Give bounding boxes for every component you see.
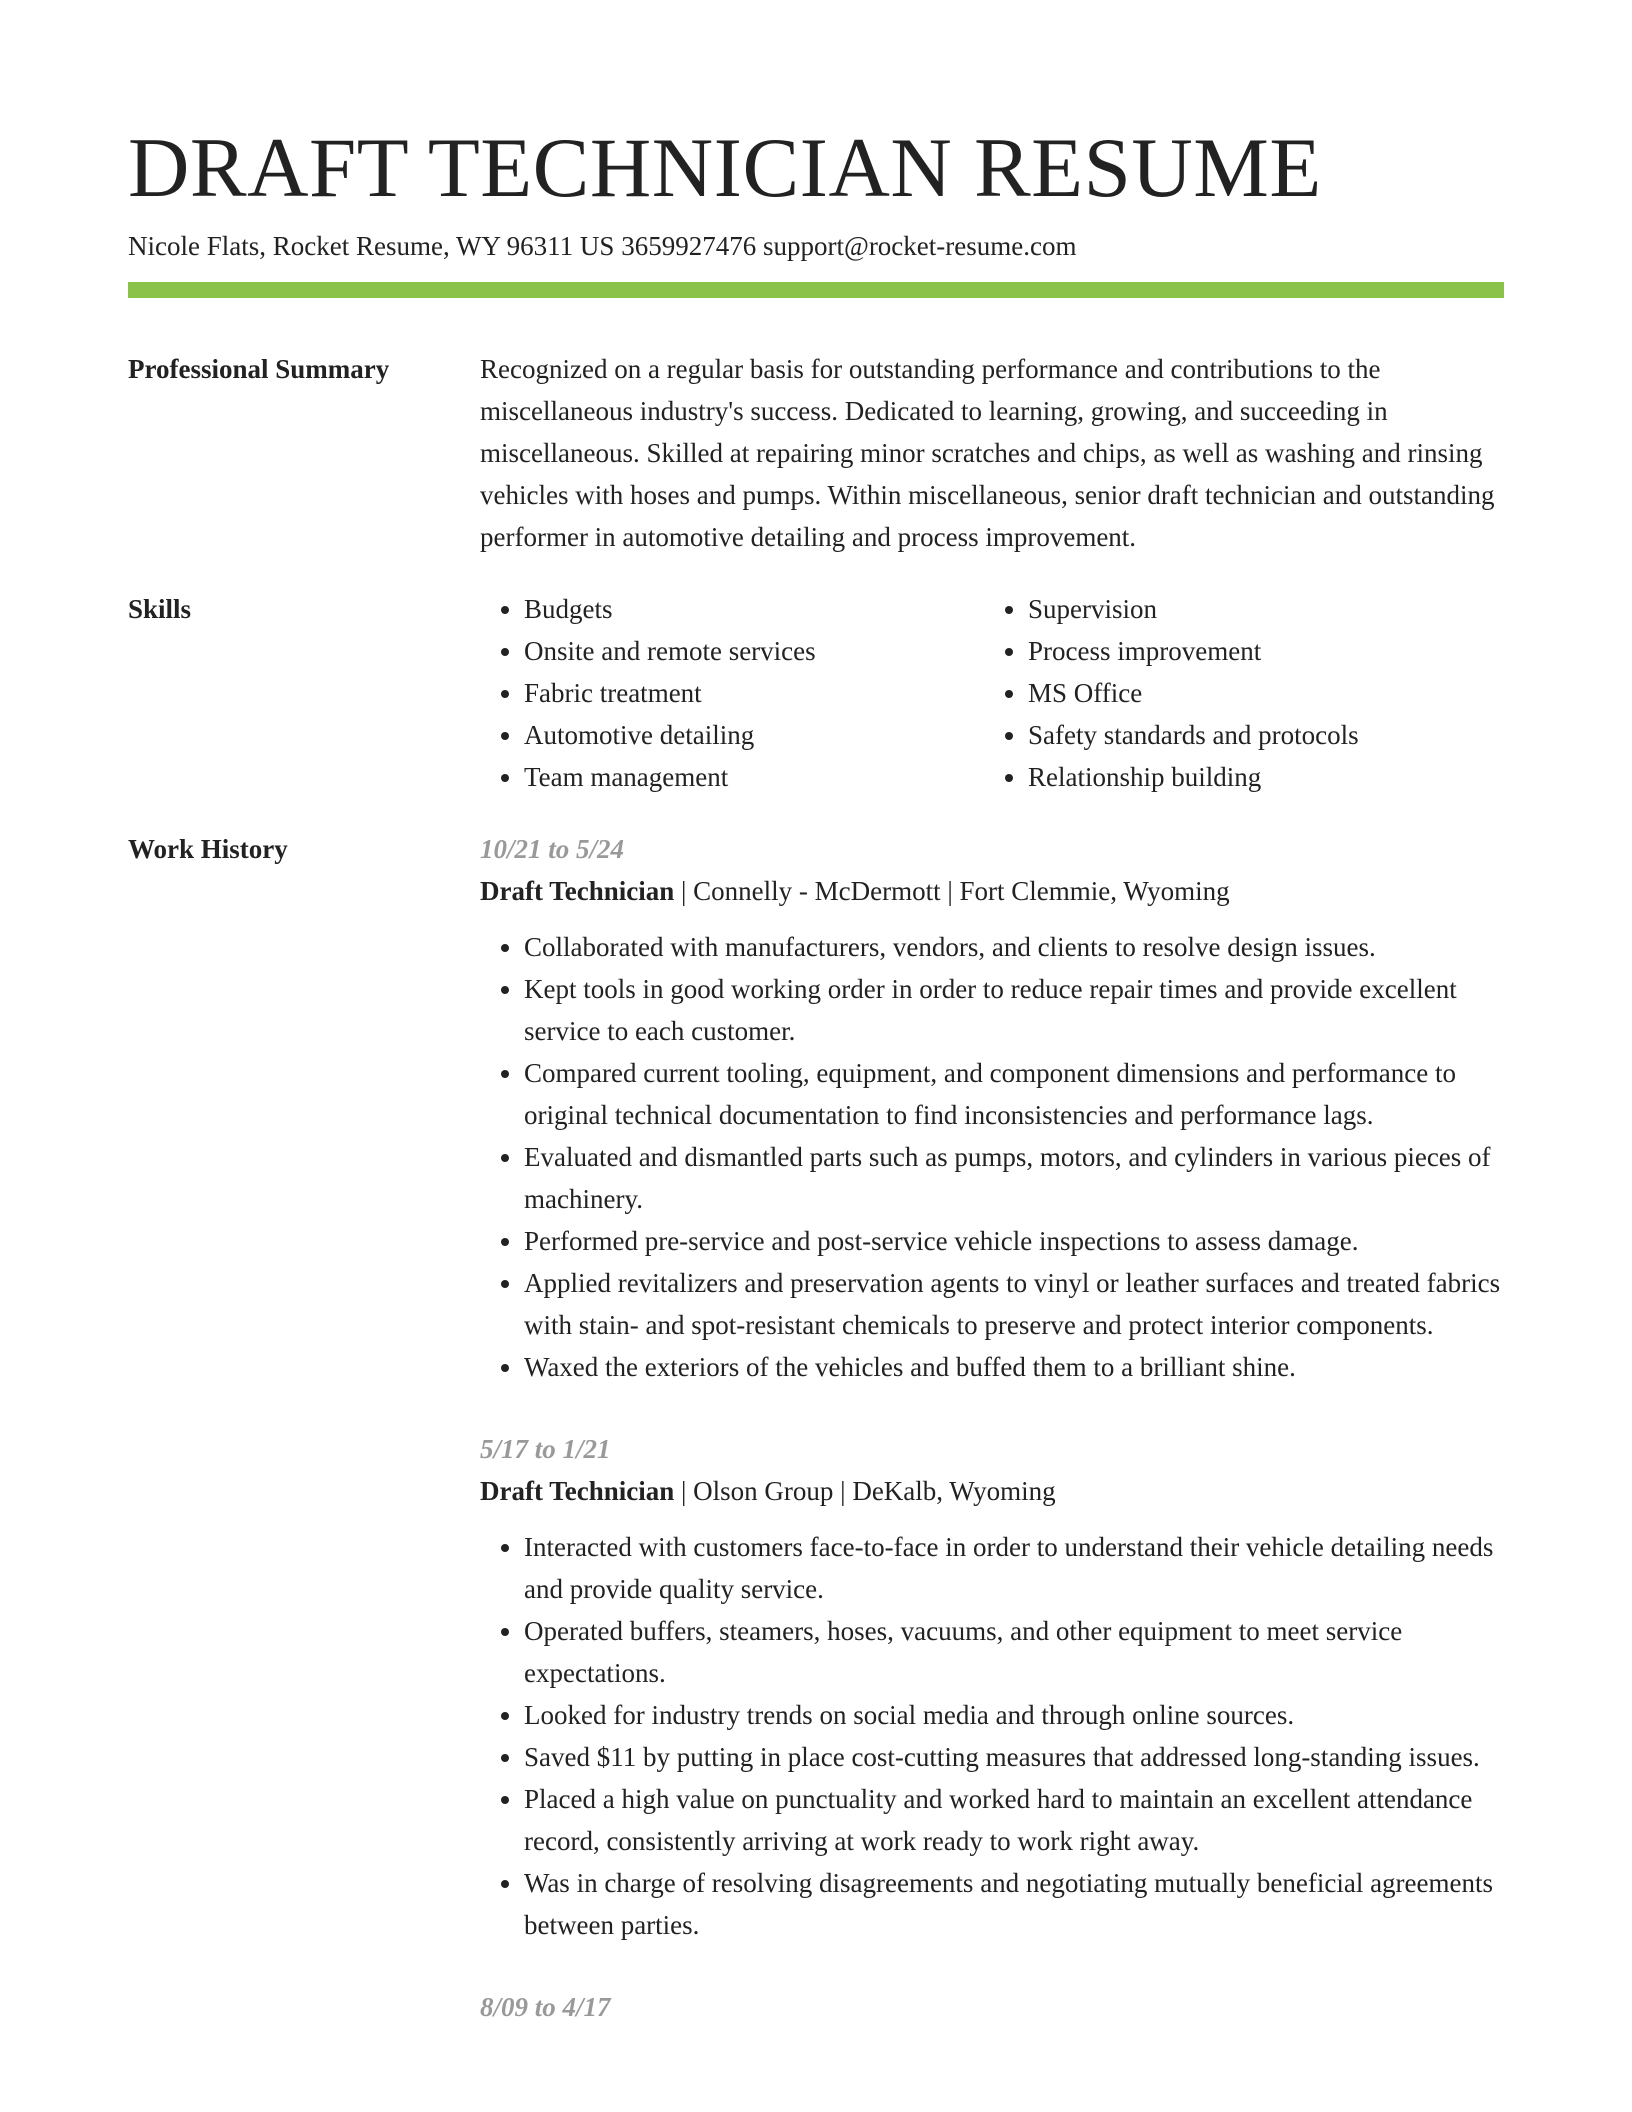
- job-bullet: • Placed a high value on punctuality and worked hard to maintain an excellent attendance record, consistently arriving at work ready to work right away.: [524, 1778, 1504, 1862]
- job-entry: [480, 828, 1504, 1388]
- job-heading: [480, 870, 1504, 912]
- job-bullet: • Interacted with customers face-to-face in order to understand their vehicle detailing needs and provide quality service.: [524, 1526, 1504, 1610]
- skills-body: [480, 588, 1504, 798]
- job-heading: [480, 1470, 1504, 1512]
- job-bullet: • Applied revitalizers and preservation agents to vinyl or leather surfaces and treated fabrics with stain- and spot-resistant chemicals to preserve and protect interior components.: [524, 1262, 1504, 1346]
- work-history-body: [480, 828, 1504, 2068]
- skills-list-right: [984, 588, 1488, 798]
- job-bullet: • Saved $11 by putting in place cost-cutting measures that addressed long-standing issues.: [524, 1736, 1504, 1778]
- job-dates: 5/17 to 1/21: [480, 1434, 611, 1464]
- skill-item: • Automotive detailing: [524, 714, 984, 756]
- summary-text: Recognized on a regular basis for outstanding performance and contributions to the miscellaneous industry's success. Dedicated to learning, growing, and succeeding in miscellaneous. Skilled at repairing minor scratches and chips, as well as washing and rinsing vehicles with hoses and pumps. Within miscellaneous, senior draft technician and outstanding performer in automotive detailing and process improvement.: [480, 354, 1495, 552]
- job-entry: [480, 1986, 1504, 2028]
- skill-item: • Fabric treatment: [524, 672, 984, 714]
- skill-item: • MS Office: [1028, 672, 1488, 714]
- skills-list-left: [480, 588, 984, 798]
- job-bullet: • Waxed the exteriors of the vehicles and buffed them to a brilliant shine.: [524, 1346, 1504, 1388]
- skills-label: Skills: [128, 594, 192, 624]
- summary-label: Professional Summary: [128, 354, 390, 384]
- contact-phone: 3659927476: [621, 231, 757, 261]
- job-bullet: • Collaborated with manufacturers, vendors, and clients to resolve design issues.: [524, 926, 1504, 968]
- job-bullet: • Was in charge of resolving disagreements and negotiating mutually beneficial agreements between parties.: [524, 1862, 1504, 1946]
- contact-line: [128, 228, 1504, 264]
- contact-address: Nicole Flats, Rocket Resume, WY 96311 US: [128, 231, 615, 261]
- job-details: | Olson Group | DeKalb, Wyoming: [674, 1476, 1056, 1506]
- job-bullet: • Evaluated and dismantled parts such as pumps, motors, and cylinders in various pieces of machinery.: [524, 1136, 1504, 1220]
- job-entry: [480, 1428, 1504, 1946]
- work-history-section: [128, 828, 1504, 2068]
- job-bullet: • Operated buffers, steamers, hoses, vacuums, and other equipment to meet service expectations.: [524, 1610, 1504, 1694]
- skill-item: • Safety standards and protocols: [1028, 714, 1488, 756]
- resume-page: [128, 118, 1504, 2068]
- job-dates: 10/21 to 5/24: [480, 834, 625, 864]
- job-bullet: • Kept tools in good working order in order to reduce repair times and provide excellent service to each customer.: [524, 968, 1504, 1052]
- job-bullets: [480, 926, 1504, 1388]
- skill-item: • Team management: [524, 756, 984, 798]
- skill-item: • Supervision: [1028, 588, 1488, 630]
- skill-item: • Budgets: [524, 588, 984, 630]
- job-bullet: • Compared current tooling, equipment, and component dimensions and performance to original technical documentation to find inconsistencies and performance lags.: [524, 1052, 1504, 1136]
- job-title: Draft Technician: [480, 876, 675, 906]
- skill-item: • Relationship building: [1028, 756, 1488, 798]
- contact-email: support@rocket-resume.com: [762, 231, 1077, 261]
- work-history-label: Work History: [128, 834, 288, 864]
- accent-divider: [128, 282, 1504, 298]
- resume-title: DRAFT TECHNICIAN RESUME: [128, 121, 1322, 215]
- job-bullet: • Looked for industry trends on social media and through online sources.: [524, 1694, 1504, 1736]
- summary-section: [128, 348, 1504, 558]
- job-title: Draft Technician: [480, 1476, 675, 1506]
- skills-section: [128, 588, 1504, 798]
- job-bullets: [480, 1526, 1504, 1946]
- summary-body: [480, 348, 1504, 558]
- job-details: | Connelly - McDermott | Fort Clemmie, Wyoming: [674, 876, 1230, 906]
- job-bullet: • Performed pre-service and post-service vehicle inspections to assess damage.: [524, 1220, 1504, 1262]
- skill-item: • Onsite and remote services: [524, 630, 984, 672]
- skill-item: • Process improvement: [1028, 630, 1488, 672]
- job-dates: 8/09 to 4/17: [480, 1992, 611, 2022]
